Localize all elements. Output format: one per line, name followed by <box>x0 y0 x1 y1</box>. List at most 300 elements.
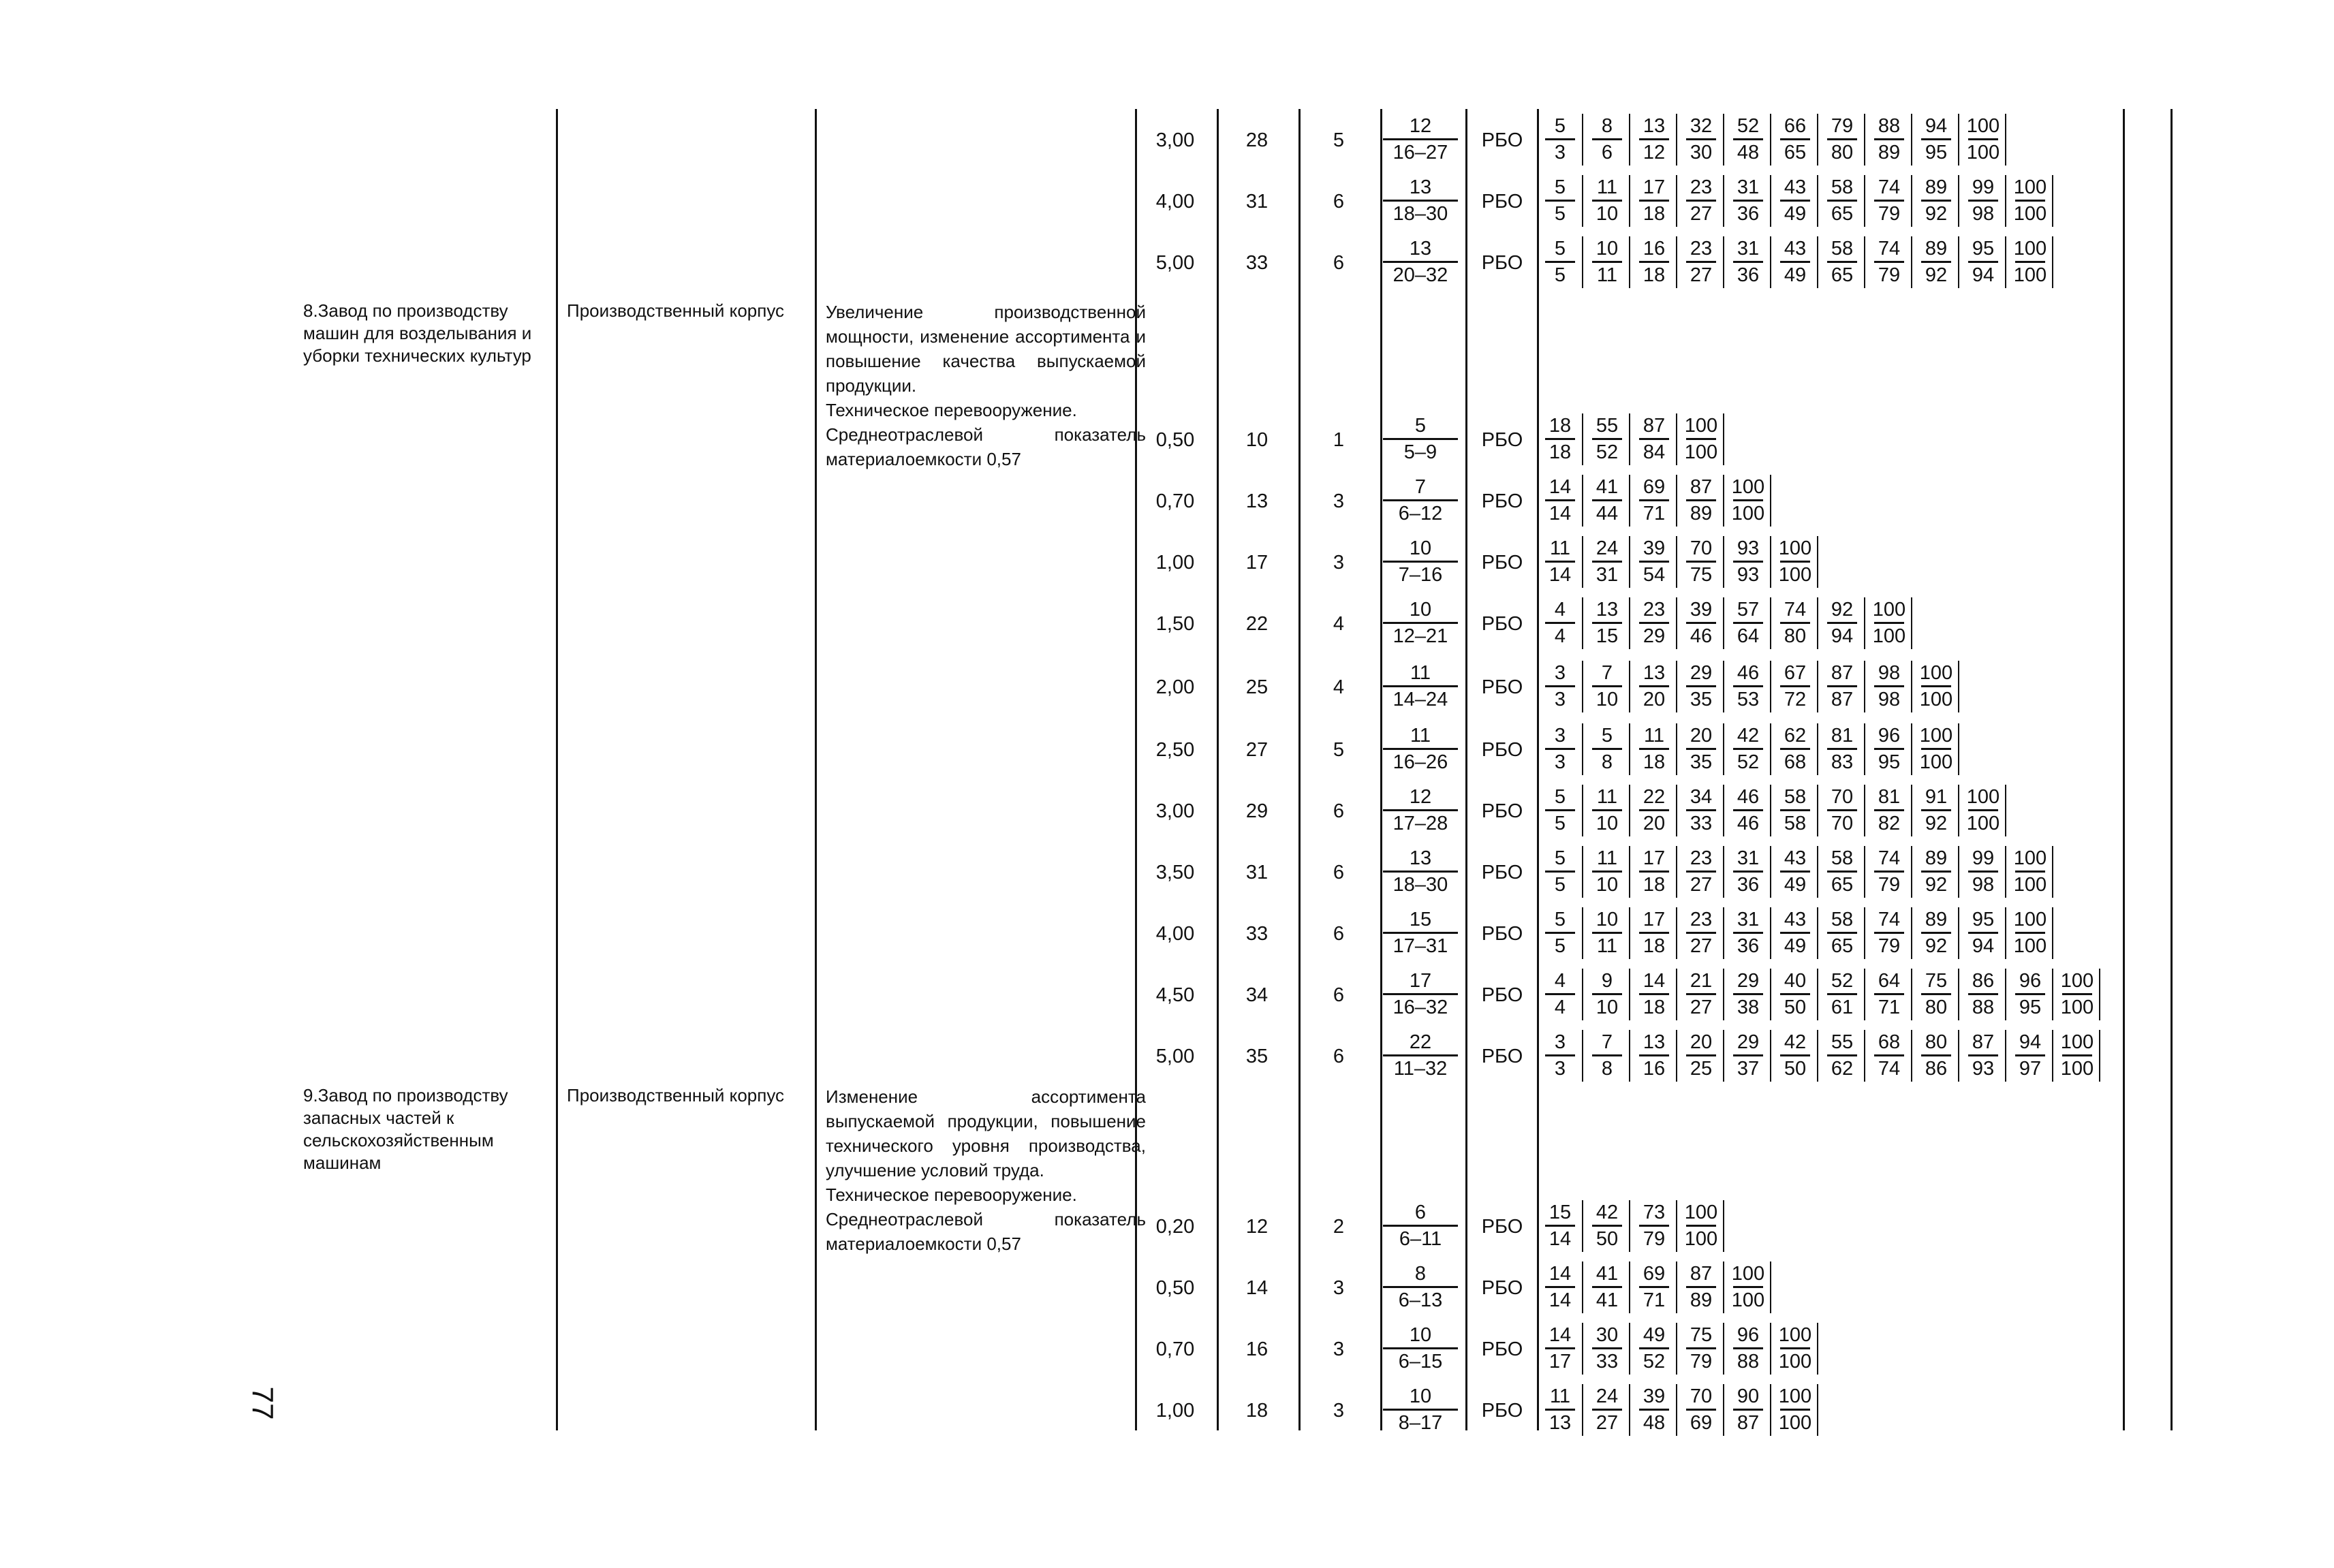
share-separator <box>1629 536 1630 588</box>
share-fraction <box>1917 846 1955 897</box>
share-separator <box>1723 1200 1724 1252</box>
share-fraction <box>1588 785 1626 836</box>
stage-value: 6 <box>1333 923 1345 945</box>
share-separator <box>1676 907 1677 959</box>
share-fraction <box>1682 1323 1720 1374</box>
share-fraction <box>1541 597 1579 648</box>
share-numerator: 87 <box>1972 1031 1995 1053</box>
stage-value: 4 <box>1333 676 1345 698</box>
share-fraction <box>1635 1200 1673 1251</box>
share-separator <box>1676 114 1677 166</box>
share-denominator: 61 <box>1831 997 1854 1018</box>
share-separator <box>1770 907 1771 959</box>
share-separator <box>2005 969 2006 1020</box>
cost-value: 5,00 <box>1155 252 1195 274</box>
share-separator <box>1676 785 1677 836</box>
share-fraction <box>1729 969 1767 1020</box>
duration-value: 18 <box>1245 1400 1269 1422</box>
share-fraction <box>1870 1030 1908 1081</box>
share-separator <box>1629 236 1630 288</box>
share-denominator: 94 <box>1972 264 1995 286</box>
share-separator <box>1676 1030 1677 1082</box>
share-separator <box>1629 1261 1630 1313</box>
share-fraction <box>1870 236 1908 287</box>
org-code: РБО <box>1481 862 1523 883</box>
share-separator <box>1911 907 1912 959</box>
share-fraction <box>1729 907 1767 958</box>
share-fraction <box>1776 236 1814 287</box>
share-denominator: 36 <box>1737 203 1760 225</box>
share-numerator: 91 <box>1925 786 1948 808</box>
share-numerator: 100 <box>1684 415 1718 437</box>
share-numerator: 43 <box>1784 847 1807 869</box>
share-numerator: 43 <box>1784 238 1807 260</box>
share-separator <box>1629 1384 1630 1436</box>
share-separator <box>2052 236 2053 288</box>
share-separator <box>1582 723 1583 775</box>
fraction-denominator: 6–12 <box>1398 503 1443 524</box>
share-denominator: 93 <box>1737 564 1760 586</box>
share-numerator: 100 <box>1731 1263 1765 1285</box>
share-separator <box>1911 175 1912 227</box>
share-separator <box>1676 536 1677 588</box>
share-separator <box>1817 723 1818 775</box>
share-denominator: 71 <box>1643 1289 1666 1311</box>
share-fraction <box>1635 661 1673 712</box>
org-code: РБО <box>1481 1338 1523 1360</box>
duration-value: 12 <box>1245 1216 1269 1238</box>
share-separator <box>1817 597 1818 649</box>
stage-value: 1 <box>1333 429 1345 451</box>
share-fraction <box>1729 1030 1767 1081</box>
share-numerator: 39 <box>1643 1385 1666 1407</box>
share-separator <box>2005 236 2006 288</box>
share-numerator: 7 <box>1601 1031 1613 1053</box>
share-fraction <box>1682 846 1720 897</box>
share-fraction <box>2011 175 2049 226</box>
share-fraction <box>1776 907 1814 958</box>
fraction-denominator: 18–30 <box>1392 874 1448 896</box>
fraction-numerator: 10 <box>1409 599 1432 621</box>
share-denominator: 5 <box>1554 874 1566 896</box>
period-fraction <box>1383 236 1458 287</box>
fraction-numerator: 13 <box>1409 176 1432 198</box>
share-denominator: 48 <box>1643 1412 1666 1434</box>
share-fraction <box>1729 1323 1767 1374</box>
org-code: РБО <box>1481 613 1523 635</box>
share-separator <box>1770 846 1771 898</box>
share-denominator: 27 <box>1596 1412 1619 1434</box>
share-numerator: 58 <box>1831 238 1854 260</box>
duration-value: 17 <box>1245 552 1269 574</box>
share-fraction <box>1635 723 1673 774</box>
share-separator <box>1676 661 1677 712</box>
share-separator <box>1582 1323 1583 1375</box>
stage-value: 6 <box>1333 800 1345 822</box>
share-fraction <box>1870 175 1908 226</box>
period-fraction <box>1383 597 1458 648</box>
fraction-denominator: 17–31 <box>1392 935 1448 957</box>
share-separator <box>1770 1323 1771 1375</box>
fraction-numerator: 10 <box>1409 1385 1432 1407</box>
share-denominator: 98 <box>1972 874 1995 896</box>
cost-value: 2,00 <box>1155 676 1195 698</box>
duration-value: 25 <box>1245 676 1269 698</box>
period-fraction <box>1383 661 1458 712</box>
share-fraction <box>1964 114 2002 165</box>
share-fraction <box>1729 236 1767 287</box>
share-separator <box>1911 661 1912 712</box>
cost-value: 3,50 <box>1155 862 1195 883</box>
share-denominator: 100 <box>1919 751 1953 773</box>
share-separator <box>1629 969 1630 1020</box>
share-fraction <box>1776 785 1814 836</box>
share-denominator: 14 <box>1549 564 1572 586</box>
cost-value: 0,50 <box>1155 429 1195 451</box>
share-denominator: 33 <box>1690 813 1713 834</box>
org-code: РБО <box>1481 1400 1523 1422</box>
share-denominator: 41 <box>1596 1289 1619 1311</box>
share-numerator: 100 <box>2060 970 2094 992</box>
share-separator <box>2005 785 2006 836</box>
share-denominator: 20 <box>1643 813 1666 834</box>
share-separator <box>1817 1384 1818 1436</box>
share-numerator: 40 <box>1784 970 1807 992</box>
column-rule <box>556 109 558 1430</box>
share-numerator: 100 <box>1778 1385 1812 1407</box>
duration-value: 31 <box>1245 862 1269 883</box>
share-separator <box>1582 175 1583 227</box>
share-separator <box>1723 114 1724 166</box>
share-fraction <box>1541 1200 1579 1251</box>
object-description: Изменение ассортимента выпускаемой продукции, повышение технического уровня производства, улучшение условий труда. Техническое перевооружение. Среднеотраслевой показатель материалоемкости 0,57 <box>826 1086 1146 1254</box>
share-separator <box>1723 536 1724 588</box>
share-denominator: 49 <box>1784 203 1807 225</box>
stage-value: 2 <box>1333 1216 1345 1238</box>
share-fraction <box>1964 175 2002 226</box>
share-numerator: 29 <box>1690 662 1713 684</box>
share-separator <box>1723 846 1724 898</box>
cost-value: 3,00 <box>1155 800 1195 822</box>
share-separator <box>1817 114 1818 166</box>
share-separator <box>1676 236 1677 288</box>
share-denominator: 79 <box>1878 203 1901 225</box>
share-separator <box>1958 846 1959 898</box>
share-separator <box>1911 114 1912 166</box>
share-denominator: 95 <box>1878 751 1901 773</box>
share-fraction <box>1635 536 1673 587</box>
share-separator <box>1770 236 1771 288</box>
share-separator <box>1676 175 1677 227</box>
share-fraction <box>1823 723 1861 774</box>
share-numerator: 81 <box>1831 725 1854 747</box>
stage-value: 6 <box>1333 984 1345 1006</box>
share-fraction <box>1541 785 1579 836</box>
share-fraction <box>1588 1261 1626 1313</box>
share-numerator: 96 <box>1737 1324 1760 1346</box>
fraction-numerator: 17 <box>1409 970 1432 992</box>
share-separator <box>1958 236 1959 288</box>
share-denominator: 79 <box>1643 1228 1666 1250</box>
share-fraction <box>1776 175 1814 226</box>
share-fraction <box>1682 785 1720 836</box>
cost-value: 4,50 <box>1155 984 1195 1006</box>
share-separator <box>1770 1030 1771 1082</box>
org-code: РБО <box>1481 1277 1523 1299</box>
page-number: 77 <box>245 1386 279 1420</box>
share-numerator: 16 <box>1643 238 1666 260</box>
stage-value: 6 <box>1333 191 1345 213</box>
share-fraction <box>1541 475 1579 526</box>
share-numerator: 100 <box>1919 662 1953 684</box>
share-fraction <box>1823 114 1861 165</box>
duration-value: 22 <box>1245 613 1269 635</box>
stage-value: 5 <box>1333 739 1345 761</box>
share-fraction <box>1635 1323 1673 1374</box>
share-denominator: 50 <box>1596 1228 1619 1250</box>
fraction-numerator: 10 <box>1409 1324 1432 1346</box>
share-denominator: 3 <box>1554 142 1566 163</box>
org-code: РБО <box>1481 490 1523 512</box>
duration-value: 35 <box>1245 1046 1269 1067</box>
period-fraction <box>1383 1030 1458 1081</box>
share-numerator: 3 <box>1554 662 1566 684</box>
share-separator <box>1958 175 1959 227</box>
share-separator <box>1770 536 1771 588</box>
share-separator <box>1864 1030 1865 1082</box>
share-fraction <box>1917 1030 1955 1081</box>
share-separator <box>1770 475 1771 527</box>
share-numerator: 100 <box>1966 115 2000 137</box>
share-fraction <box>1635 114 1673 165</box>
share-numerator: 14 <box>1549 476 1572 498</box>
share-denominator: 64 <box>1737 625 1760 647</box>
share-numerator: 41 <box>1596 476 1619 498</box>
share-denominator: 88 <box>1737 1351 1760 1373</box>
share-separator <box>1582 114 1583 166</box>
share-fraction <box>1682 114 1720 165</box>
share-fraction <box>1588 536 1626 587</box>
cost-value: 3,00 <box>1155 129 1195 151</box>
share-denominator: 80 <box>1925 997 1948 1018</box>
share-fraction <box>1682 536 1720 587</box>
share-separator <box>1770 597 1771 649</box>
share-separator <box>1723 785 1724 836</box>
period-fraction <box>1383 114 1458 165</box>
share-fraction <box>1635 597 1673 648</box>
period-fraction <box>1383 1200 1458 1251</box>
share-separator <box>1582 413 1583 465</box>
share-numerator: 89 <box>1925 909 1948 930</box>
share-fraction <box>1635 236 1673 287</box>
share-separator <box>1582 1261 1583 1313</box>
share-separator <box>1817 236 1818 288</box>
share-fraction <box>1870 114 1908 165</box>
share-numerator: 42 <box>1596 1202 1619 1223</box>
share-fraction <box>1823 785 1861 836</box>
share-numerator: 79 <box>1831 115 1854 137</box>
share-fraction <box>1729 846 1767 897</box>
share-numerator: 87 <box>1831 662 1854 684</box>
share-denominator: 49 <box>1784 935 1807 957</box>
duration-value: 14 <box>1245 1277 1269 1299</box>
share-denominator: 27 <box>1690 203 1713 225</box>
share-numerator: 74 <box>1784 599 1807 621</box>
share-numerator: 95 <box>1972 909 1995 930</box>
share-fraction <box>1729 114 1767 165</box>
stage-value: 3 <box>1333 490 1345 512</box>
share-separator <box>2005 114 2006 166</box>
share-separator <box>1911 846 1912 898</box>
share-separator <box>1911 236 1912 288</box>
share-separator <box>2099 969 2100 1020</box>
share-denominator: 3 <box>1554 751 1566 773</box>
share-denominator: 18 <box>1643 264 1666 286</box>
share-separator <box>1911 723 1912 775</box>
share-numerator: 75 <box>1925 970 1948 992</box>
cost-value: 1,00 <box>1155 552 1195 574</box>
share-separator <box>1817 969 1818 1020</box>
share-separator <box>1958 907 1959 959</box>
stage-value: 6 <box>1333 1046 1345 1067</box>
share-fraction <box>1917 661 1955 712</box>
share-numerator: 87 <box>1690 1263 1713 1285</box>
share-denominator: 15 <box>1596 625 1619 647</box>
share-fraction <box>1776 1384 1814 1435</box>
share-separator <box>2005 1030 2006 1082</box>
share-numerator: 62 <box>1784 725 1807 747</box>
share-denominator: 4 <box>1554 997 1566 1018</box>
fraction-denominator: 6–11 <box>1399 1228 1442 1250</box>
share-denominator: 100 <box>1778 1351 1812 1373</box>
share-separator <box>1676 597 1677 649</box>
share-separator <box>1582 475 1583 527</box>
share-denominator: 82 <box>1878 813 1901 834</box>
duration-value: 33 <box>1245 923 1269 945</box>
stage-value: 6 <box>1333 252 1345 274</box>
share-separator <box>1817 1030 1818 1082</box>
share-separator <box>1676 1261 1677 1313</box>
share-numerator: 70 <box>1690 537 1713 559</box>
share-numerator: 52 <box>1831 970 1854 992</box>
share-numerator: 5 <box>1554 909 1566 930</box>
share-denominator: 100 <box>1778 1412 1812 1434</box>
share-fraction <box>1823 846 1861 897</box>
share-numerator: 89 <box>1925 176 1948 198</box>
share-denominator: 89 <box>1690 503 1713 524</box>
share-fraction <box>1964 236 2002 287</box>
period-fraction <box>1383 1261 1458 1313</box>
share-numerator: 31 <box>1737 847 1760 869</box>
share-separator <box>1817 661 1818 712</box>
share-separator <box>1770 175 1771 227</box>
share-denominator: 100 <box>2013 203 2047 225</box>
share-separator <box>1958 723 1959 775</box>
share-separator <box>1676 1323 1677 1375</box>
share-separator <box>1676 1200 1677 1252</box>
share-denominator: 88 <box>1972 997 1995 1018</box>
share-numerator: 4 <box>1554 599 1566 621</box>
share-fraction <box>1776 1323 1814 1374</box>
share-fraction <box>1729 597 1767 648</box>
share-denominator: 92 <box>1925 203 1948 225</box>
share-separator <box>1864 907 1865 959</box>
share-denominator: 89 <box>1878 142 1901 163</box>
share-numerator: 5 <box>1601 725 1613 747</box>
duration-value: 31 <box>1245 191 1269 213</box>
share-fraction <box>1682 475 1720 526</box>
share-separator <box>1723 475 1724 527</box>
share-fraction <box>1729 1261 1767 1313</box>
share-fraction <box>1823 1030 1861 1081</box>
share-numerator: 100 <box>2013 238 2047 260</box>
share-separator <box>1723 597 1724 649</box>
share-fraction <box>1917 236 1955 287</box>
stage-value: 3 <box>1333 1338 1345 1360</box>
share-separator <box>1864 236 1865 288</box>
share-separator <box>1629 114 1630 166</box>
share-numerator: 13 <box>1643 115 1666 137</box>
share-fraction <box>1682 236 1720 287</box>
share-denominator: 14 <box>1549 503 1572 524</box>
org-code: РБО <box>1481 252 1523 274</box>
share-denominator: 100 <box>1919 689 1953 710</box>
share-numerator: 42 <box>1737 725 1760 747</box>
share-denominator: 10 <box>1596 203 1619 225</box>
share-fraction <box>1682 413 1720 465</box>
share-denominator: 98 <box>1878 689 1901 710</box>
share-denominator: 44 <box>1596 503 1619 524</box>
share-numerator: 39 <box>1690 599 1713 621</box>
share-numerator: 5 <box>1554 847 1566 869</box>
share-fraction <box>1964 1030 2002 1081</box>
share-denominator: 80 <box>1831 142 1854 163</box>
share-fraction <box>1588 175 1626 226</box>
share-denominator: 18 <box>1643 997 1666 1018</box>
cost-value: 2,50 <box>1155 739 1195 761</box>
share-fraction <box>1729 1384 1767 1435</box>
share-fraction <box>1682 907 1720 958</box>
share-numerator: 11 <box>1596 176 1618 198</box>
share-numerator: 8 <box>1601 115 1613 137</box>
share-separator <box>1629 661 1630 712</box>
share-denominator: 17 <box>1549 1351 1572 1373</box>
share-fraction <box>1635 1030 1673 1081</box>
share-separator <box>1723 1261 1724 1313</box>
share-separator <box>2005 175 2006 227</box>
share-denominator: 18 <box>1643 874 1666 896</box>
share-fraction <box>1729 175 1767 226</box>
share-denominator: 100 <box>1778 564 1812 586</box>
share-numerator: 74 <box>1878 238 1901 260</box>
column-rule <box>1537 109 1539 1430</box>
share-numerator: 9 <box>1601 970 1613 992</box>
share-denominator: 36 <box>1737 935 1760 957</box>
share-denominator: 100 <box>1872 625 1906 647</box>
share-separator <box>1582 969 1583 1020</box>
share-denominator: 79 <box>1878 264 1901 286</box>
share-numerator: 11 <box>1549 537 1571 559</box>
share-fraction <box>1635 846 1673 897</box>
share-separator <box>1723 413 1724 465</box>
share-numerator: 99 <box>1972 847 1995 869</box>
share-separator <box>1864 597 1865 649</box>
share-fraction <box>1588 723 1626 774</box>
fraction-denominator: 16–26 <box>1392 751 1448 773</box>
stage-value: 3 <box>1333 552 1345 574</box>
share-numerator: 95 <box>1972 238 1995 260</box>
share-denominator: 27 <box>1690 264 1713 286</box>
